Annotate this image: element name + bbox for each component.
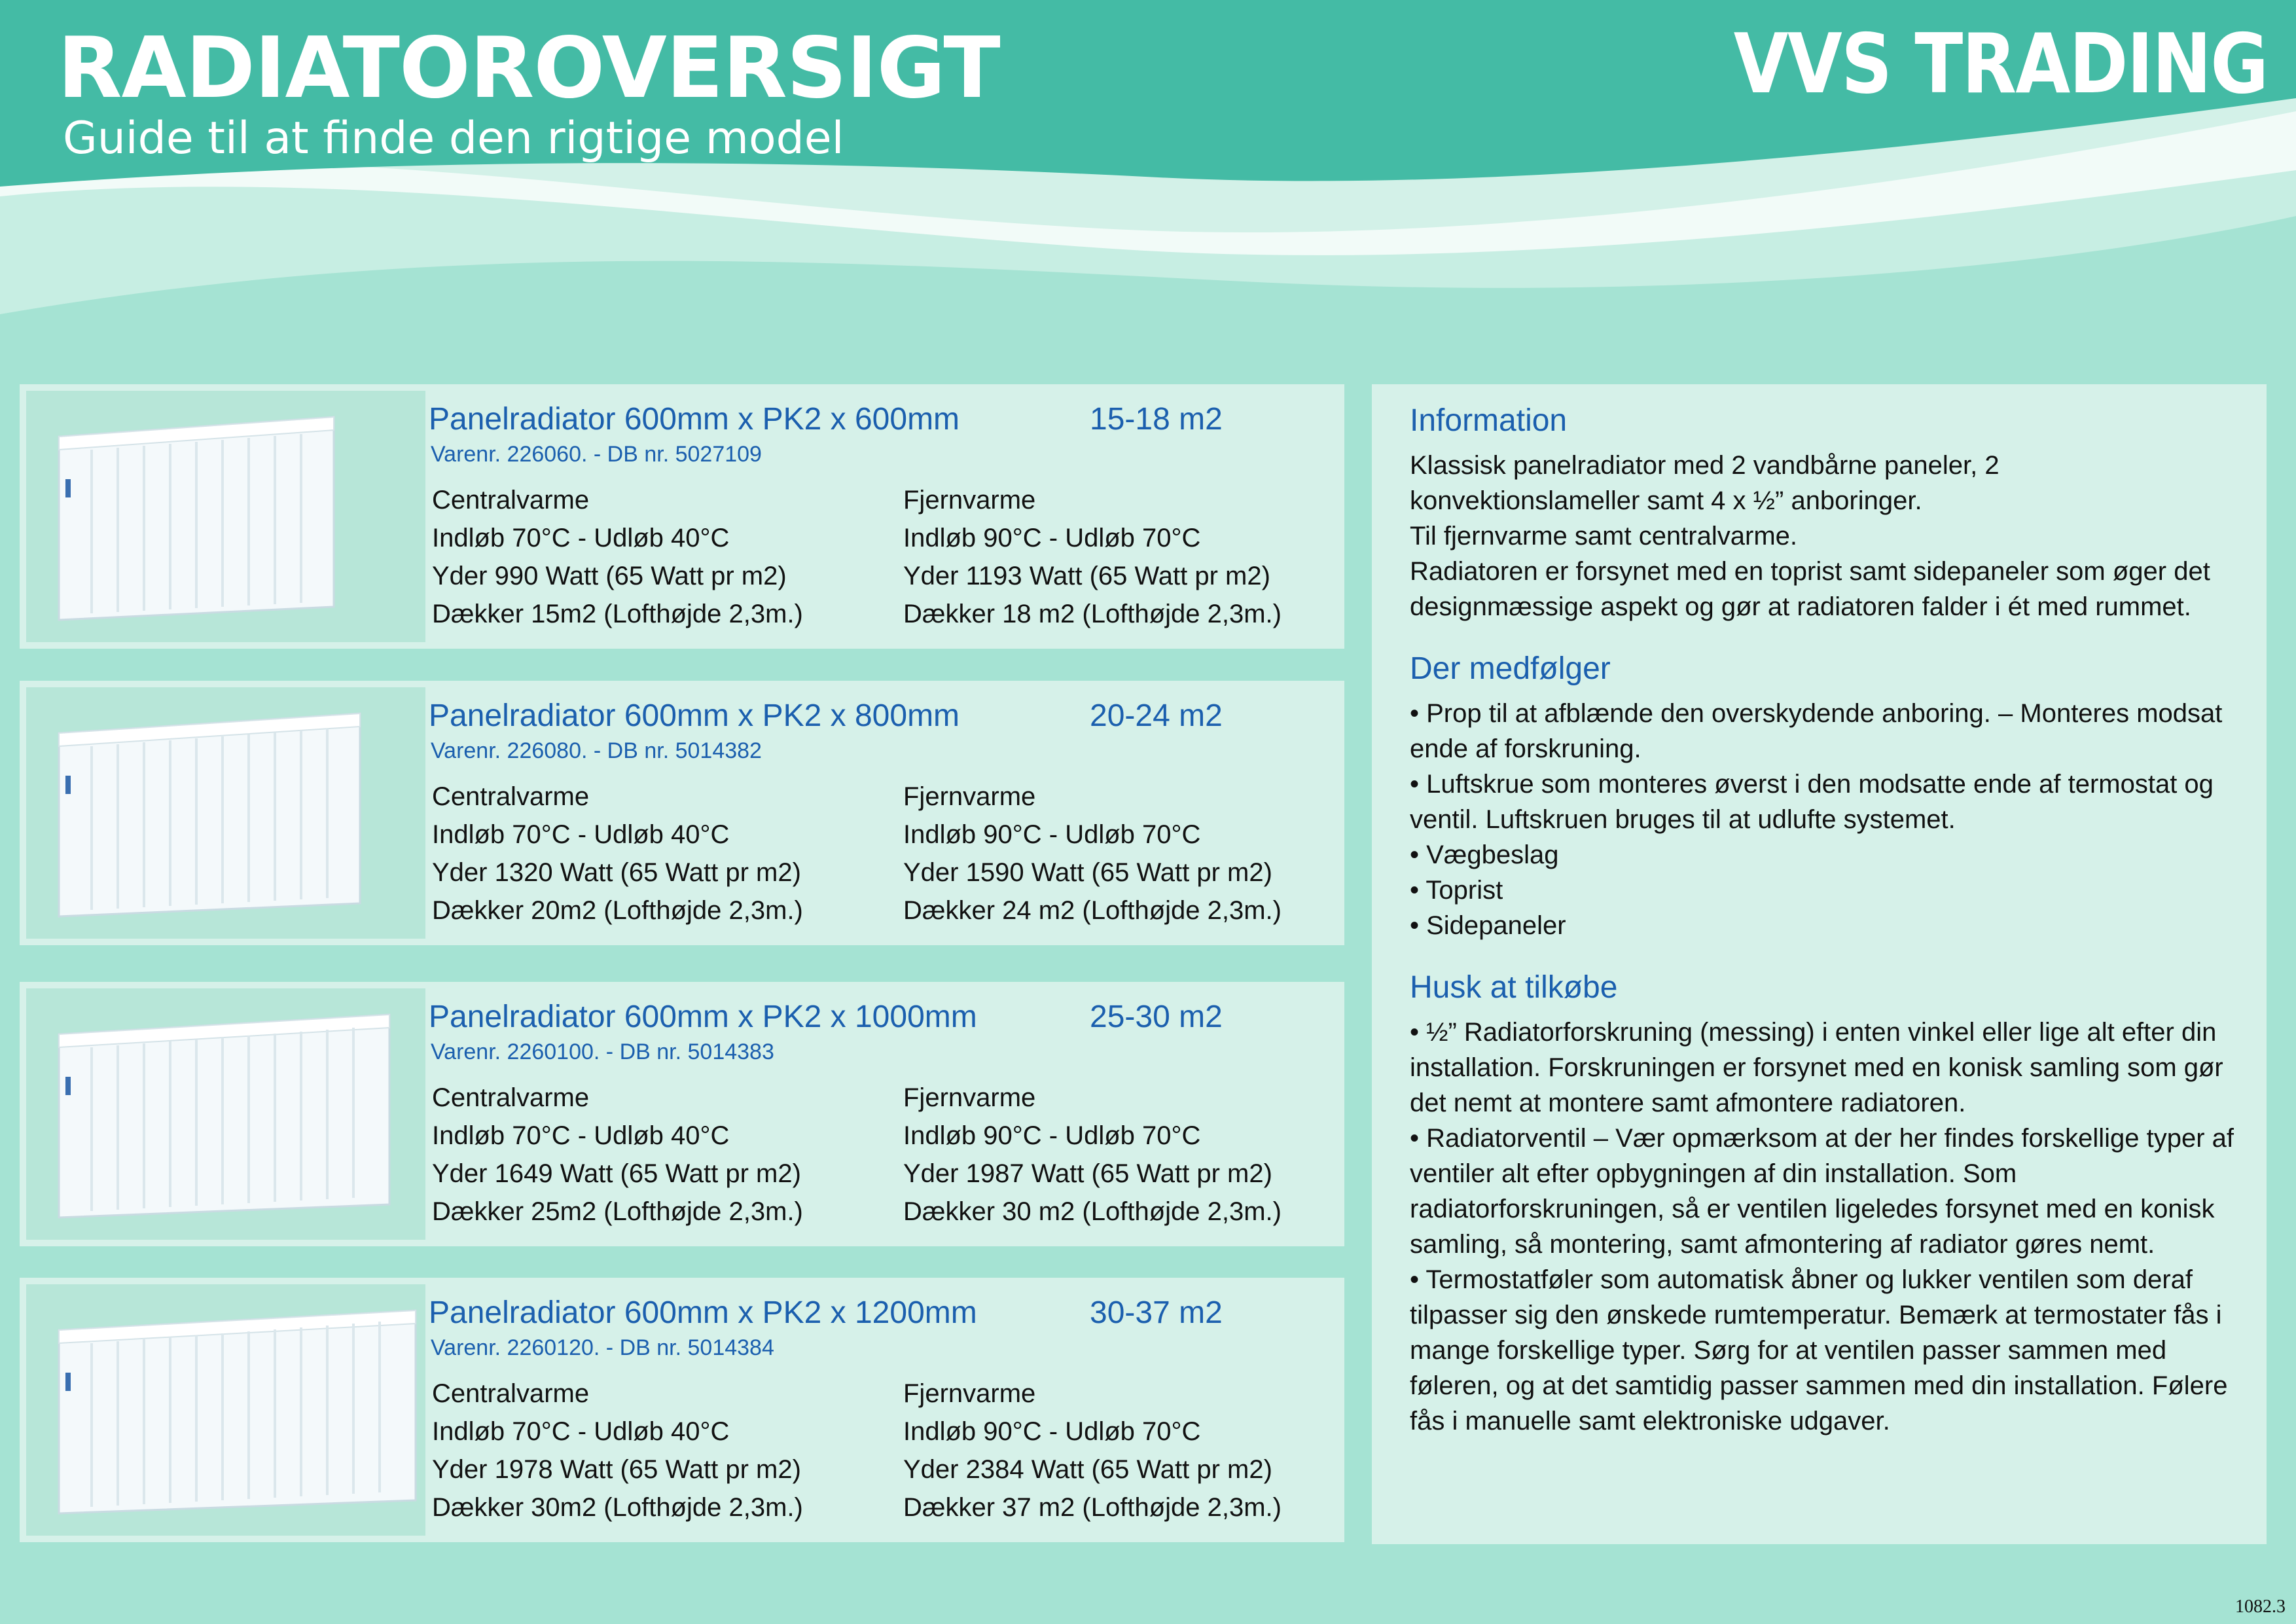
list-item: • Prop til at afblænde den overskydende anboring. – Monteres modsat ende af forskruning.	[1410, 699, 2223, 763]
buy-section	[1410, 969, 2234, 1439]
district-heating-specs	[903, 778, 1282, 929]
list-item: • Vægbeslag	[1410, 840, 1559, 869]
page-subtitle: Guide til at finde den rigtige model	[63, 113, 844, 164]
central-heating-specs	[432, 778, 803, 929]
spec-covers: Dækker 20m2 (Lofthøjde 2,3m.)	[432, 896, 803, 925]
spec-watt: Yder 1978 Watt (65 Watt pr m2)	[432, 1455, 801, 1484]
spec-inout: Indløb 70°C - Udløb 40°C	[432, 1417, 730, 1446]
product-sku: Varenr. 226060. - DB nr. 5027109	[431, 442, 762, 467]
spec-inout: Indløb 90°C - Udløb 70°C	[903, 524, 1201, 552]
product-image-frame	[26, 391, 425, 642]
radiator-image	[52, 707, 367, 923]
section-heading: Der medfølger	[1410, 651, 1611, 686]
spec-inout: Indløb 90°C - Udløb 70°C	[903, 820, 1201, 849]
spec-inout: Indløb 70°C - Udløb 40°C	[432, 524, 730, 552]
product-image-frame	[26, 988, 425, 1240]
spec-watt: Yder 2384 Watt (65 Watt pr m2)	[903, 1455, 1272, 1484]
spec-heading: Fjernvarme	[903, 782, 1036, 811]
spec-heading: Fjernvarme	[903, 486, 1036, 514]
spec-watt: Yder 1649 Watt (65 Watt pr m2)	[432, 1159, 801, 1188]
product-card	[20, 1278, 1344, 1542]
product-image-frame	[26, 1284, 425, 1536]
product-name: Panelradiator 600mm x PK2 x 1200mm	[429, 1295, 977, 1330]
spec-heading: Centralvarme	[432, 1083, 590, 1112]
list-item: • Sidepaneler	[1410, 911, 1566, 940]
radiator-image	[52, 1008, 396, 1224]
product-card	[20, 982, 1344, 1246]
product-sku: Varenr. 2260120. - DB nr. 5014384	[431, 1335, 774, 1360]
info-panel	[1372, 384, 2267, 1544]
list-item: • Toprist	[1410, 876, 1503, 905]
section-heading: Husk at tilkøbe	[1410, 970, 1618, 1005]
information-body: Klassisk panelradiator med 2 vandbårne paneler, 2 konvektionslameller samt 4 x ½” anboringer. Til fjernvarme samt centralvarme. Radiatoren er forsynet med en toprist samt sidepaneler som øger det designmæssige aspekt og gør at radiatoren falder i ét med rummet.	[1410, 451, 2210, 621]
spec-inout: Indløb 70°C - Udløb 40°C	[432, 1121, 730, 1150]
product-name: Panelradiator 600mm x PK2 x 800mm	[429, 698, 960, 733]
central-heating-specs	[432, 1079, 803, 1231]
spec-heading: Fjernvarme	[903, 1083, 1036, 1112]
spec-covers: Dækker 30m2 (Lofthøjde 2,3m.)	[432, 1493, 803, 1522]
spec-watt: Yder 1590 Watt (65 Watt pr m2)	[903, 858, 1272, 887]
spec-covers: Dækker 18 m2 (Lofthøjde 2,3m.)	[903, 600, 1282, 628]
radiator-image	[52, 410, 340, 626]
list-item: • ½” Radiatorforskruning (messing) i enten vinkel eller lige alt efter din installation. Forskruningen er forsynet med en konisk samling som gør det nemt at montere samt afmontere radiatoren.	[1410, 1018, 2223, 1117]
information-section	[1410, 403, 2234, 624]
section-heading: Information	[1410, 403, 1568, 438]
list-item: • Luftskrue som monteres øverst i den modsatte ende af termostat og ventil. Luftskruen bruges til at udlufte systemet.	[1410, 770, 2214, 834]
district-heating-specs	[903, 481, 1282, 633]
spec-heading: Centralvarme	[432, 1379, 590, 1408]
spec-heading: Centralvarme	[432, 486, 590, 514]
spec-inout: Indløb 90°C - Udløb 70°C	[903, 1417, 1201, 1446]
central-heating-specs	[432, 481, 803, 633]
spec-watt: Yder 1987 Watt (65 Watt pr m2)	[903, 1159, 1272, 1188]
central-heating-specs	[432, 1375, 803, 1526]
spec-inout: Indløb 90°C - Udløb 70°C	[903, 1121, 1201, 1150]
product-name: Panelradiator 600mm x PK2 x 1000mm	[429, 1000, 977, 1034]
spec-watt: Yder 990 Watt (65 Watt pr m2)	[432, 562, 787, 590]
list-item: • Termostatføler som automatisk åbner og lukker ventilen som deraf tilpasser sig den ønskede rumtemperatur. Bemærk at termostater fås i mange forskellige typer. Sørg for at ventilen passer sammen med føleren, og at det samtidig passer sammen med din installation. Følere fås i manuelle samt elektroniske udgaver.	[1410, 1265, 2228, 1435]
document-number: 1082.3	[2235, 1597, 2286, 1617]
product-sku: Varenr. 226080. - DB nr. 5014382	[431, 738, 762, 763]
spec-covers: Dækker 24 m2 (Lofthøjde 2,3m.)	[903, 896, 1282, 925]
spec-inout: Indløb 70°C - Udløb 40°C	[432, 820, 730, 849]
spec-covers: Dækker 30 m2 (Lofthøjde 2,3m.)	[903, 1197, 1282, 1226]
spec-heading: Fjernvarme	[903, 1379, 1036, 1408]
product-image-frame	[26, 687, 425, 939]
product-sku: Varenr. 2260100. - DB nr. 5014383	[431, 1039, 774, 1064]
spec-covers: Dækker 15m2 (Lofthøjde 2,3m.)	[432, 600, 803, 628]
district-heating-specs	[903, 1375, 1282, 1526]
spec-watt: Yder 1193 Watt (65 Watt pr m2)	[903, 562, 1270, 590]
spec-watt: Yder 1320 Watt (65 Watt pr m2)	[432, 858, 801, 887]
page-title: RADIATOROVERSIGT	[58, 20, 1000, 117]
spec-heading: Centralvarme	[432, 782, 590, 811]
district-heating-specs	[903, 1079, 1282, 1231]
spec-covers: Dækker 25m2 (Lofthøjde 2,3m.)	[432, 1197, 803, 1226]
product-name: Panelradiator 600mm x PK2 x 600mm	[429, 402, 960, 437]
product-card	[20, 384, 1344, 649]
product-area: 20-24 m2	[1090, 698, 1223, 733]
product-card	[20, 681, 1344, 945]
product-area: 30-37 m2	[1090, 1295, 1223, 1330]
product-area: 25-30 m2	[1090, 1000, 1223, 1034]
spec-covers: Dækker 37 m2 (Lofthøjde 2,3m.)	[903, 1493, 1282, 1522]
brand-logo: VVS TRADING	[1733, 16, 2267, 112]
list-item: • Radiatorventil – Vær opmærksom at der her findes forskellige typer af ventiler alt efter opbygningen af din installation. Som radiatorforskruningen, så er ventilen ligeledes forsynet med en konisk samling, så montering, samt afmontering af radiator gøres nemt.	[1410, 1124, 2234, 1259]
product-area: 15-18 m2	[1090, 402, 1223, 437]
header-banner	[0, 0, 2296, 340]
radiator-image	[52, 1304, 422, 1520]
included-section	[1410, 651, 2234, 943]
